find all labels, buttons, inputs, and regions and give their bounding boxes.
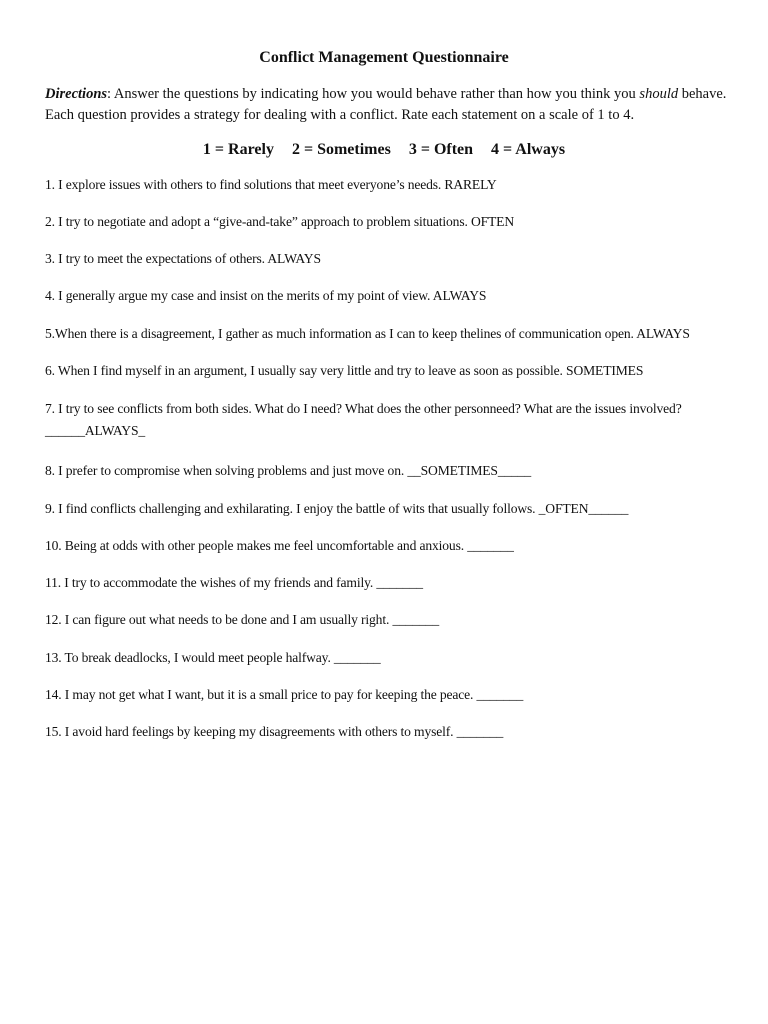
directions-text-before: Answer the questions by indicating how you would behave rather than how you think you — [111, 86, 640, 102]
directions-paragraph — [45, 84, 735, 126]
question-10: 10. Being at odds with other people makes me feel uncomfortable and anxious. _______ — [45, 538, 514, 553]
question-9: 9. I find conflicts challenging and exhilarating. I enjoy the battle of wits that usually follows. _OFTEN______ — [45, 501, 629, 516]
directions-text-after: behave. Each question provides a strategy for dealing with a conflict. Rate each statement on a scale of 1 to 4. — [45, 86, 727, 123]
scale-item-always: 4 = Always — [491, 141, 566, 158]
question-6: 6. When I find myself in an argument, I usually say very little and try to leave as soon as possible. SOMETIMES — [45, 363, 644, 378]
question-14: 14. I may not get what I want, but it is a small price to pay for keeping the peace. _______ — [45, 687, 524, 702]
rating-scale — [0, 139, 768, 161]
question-5: 5.When there is a disagreement, I gather as much information as I can to keep thelines of communication open. ALWAYS — [45, 326, 690, 341]
question-8: 8. I prefer to compromise when solving problems and just move on. __SOMETIMES_____ — [45, 463, 532, 478]
directions-emphasis: should — [639, 86, 679, 102]
question-4: 4. I generally argue my case and insist on the merits of my point of view. ALWAYS — [45, 288, 487, 303]
question-12: 12. I can figure out what needs to be done and I am usually right. _______ — [45, 612, 439, 627]
directions-colon: : — [107, 86, 112, 102]
page-title: Conflict Management Questionnaire — [259, 49, 509, 66]
question-11: 11. I try to accommodate the wishes of my friends and family. _______ — [45, 575, 423, 590]
question-2: 2. I try to negotiate and adopt a “give-and-take” approach to problem situations. OFTEN — [45, 214, 515, 229]
question-7: 7. I try to see conflicts from both sides. What do I need? What does the other personneed? What are the issues involved? ______ALWAYS_ — [45, 401, 682, 438]
scale-item-sometimes: 2 = Sometimes — [291, 141, 391, 158]
scale-item-rarely: 1 = Rarely — [202, 141, 274, 158]
question-3: 3. I try to meet the expectations of others. ALWAYS — [45, 251, 321, 266]
question-15: 15. I avoid hard feelings by keeping my disagreements with others to myself. _______ — [45, 724, 504, 739]
directions-label: Directions — [45, 86, 108, 102]
scale-item-often: 3 = Often — [408, 141, 474, 158]
question-13: 13. To break deadlocks, I would meet people halfway. _______ — [45, 650, 381, 665]
question-1: 1. I explore issues with others to find solutions that meet everyone’s needs. RARELY — [45, 177, 497, 192]
